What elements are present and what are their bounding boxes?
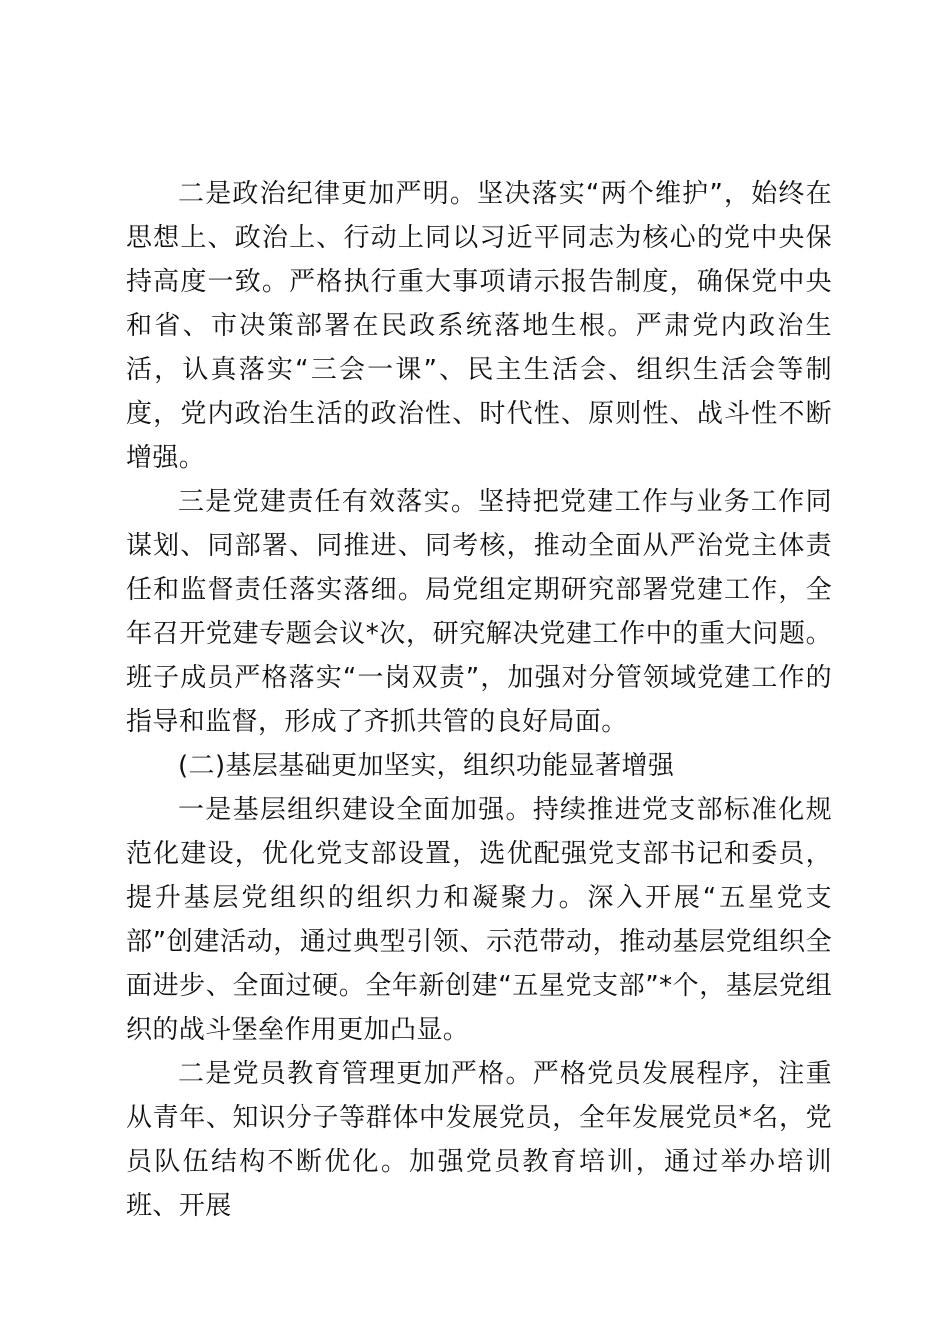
paragraph-political-discipline: 二是政治纪律更加严明。坚决落实“两个维护”，始终在思想上、政治上、行动上同以习近平同志为核心的党中央保持高度一致。严格执行重大事项请示报告制度，确保党中央和省、市决策部署在民政系统落地生根。严肃党内政治生活，认真落实“三会一课”、民主生活会、组织生活会等制度，党内政治生活的政治性、时代性、原则性、战斗性不断增强。 (126, 179, 832, 473)
paragraph-grassroots-organization: 一是基层组织建设全面加强。持续推进党支部标准化规范化建设，优化党支部设置，选优配强党支部书记和委员，提升基层党组织的组织力和凝聚力。深入开展“五星党支部”创建活动，通过典型引领、示范带动，推动基层党组织全面进步、全面过硬。全年新创建“五星党支部”*个，基层党组织的战斗堡垒作用更加凸显。 (126, 795, 832, 1045)
section-heading-grassroots: (二)基层基础更加坚实，组织功能显著增强 (178, 751, 675, 781)
document-body (126, 172, 832, 1228)
paragraph-member-education: 二是党员教育管理更加严格。严格党员发展程序，注重从青年、知识分子等群体中发展党员，全年发展党员*名，党员队伍结构不断优化。加强党员教育培训，通过举办培训班、开展 (126, 1059, 832, 1221)
paragraph-party-responsibility: 三是党建责任有效落实。坚持把党建工作与业务工作同谋划、同部署、同推进、同考核，推动全面从严治党主体责任和监督责任落实落细。局党组定期研究部署党建工作，全年召开党建专题会议*次，研究解决党建工作中的重大问题。班子成员严格落实“一岗双责”，加强对分管领域党建工作的指导和监督，形成了齐抓共管的良好局面。 (126, 487, 832, 737)
